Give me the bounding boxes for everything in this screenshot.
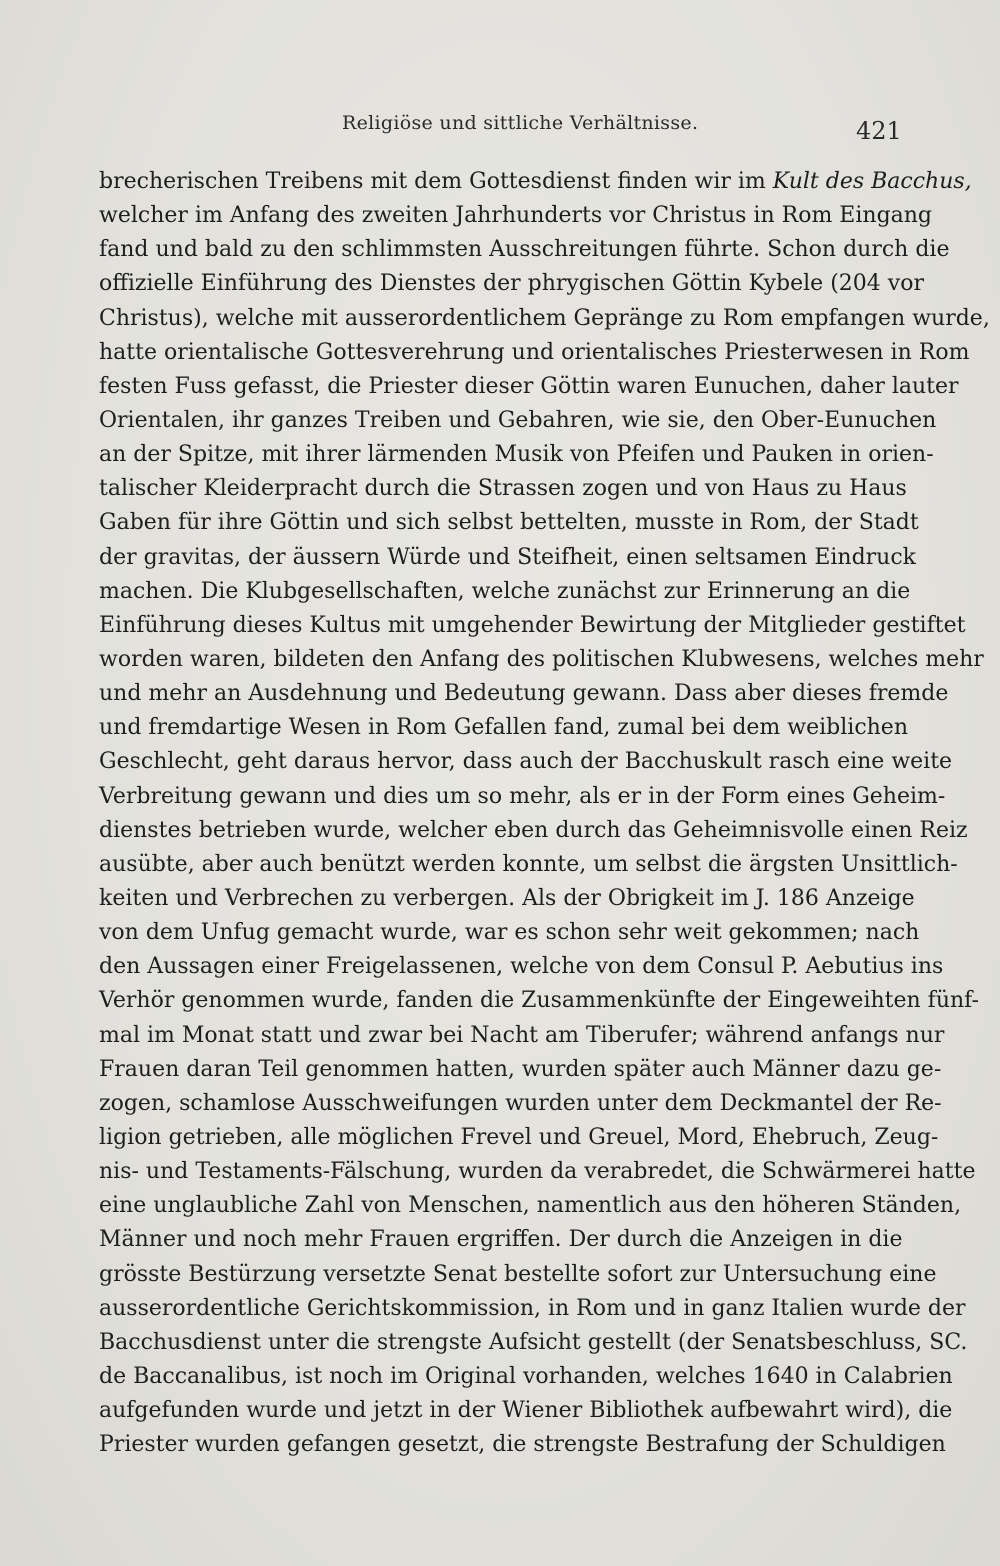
text-line: grösste Bestürzung versetzte Senat bestellte sofort zur Untersuchung eine [99,1261,937,1287]
text-line: Verhör genommen wurde, fanden die Zusammenkünfte der Eingeweihten fünf- [99,988,979,1014]
text-line: Christus), welche mit ausserordentlichem Gepränge zu Rom empfangen wurde, [99,305,990,331]
text-line: talischer Kleiderpracht durch die Strassen zogen und von Haus zu Haus [99,476,907,502]
text-line: Gaben für ihre Göttin und sich selbst bettelten, musste in Rom, der Stadt [99,510,919,536]
text-line: der gravitas, der äussern Würde und Steifheit, einen seltsamen Eindruck [99,544,917,570]
text-line: Einführung dieses Kultus mit umgehender Bewirtung der Mitglieder gestiftet [99,612,966,638]
running-head: Religiöse und sittliche Verhältnisse. [342,112,699,134]
text-line: machen. Die Klubgesellschaften, welche zunächst zur Erinnerung an die [99,578,911,604]
text-line: ausserordentliche Gerichtskommission, in Rom und in ganz Italien wurde der [99,1295,966,1321]
text-line: hatte orientalische Gottesverehrung und orientalisches Priesterwesen in Rom [99,339,970,365]
italic-term: Kult des Bacchus, [772,169,972,194]
text-line: Männer und noch mehr Frauen ergriffen. Der durch die Anzeigen in die [99,1227,903,1253]
text-line: an der Spitze, mit ihrer lärmenden Musik von Pfeifen und Pauken in orien- [99,442,934,468]
text-line: zogen, schamlose Ausschweifungen wurden unter dem Deckmantel der Re- [99,1090,942,1116]
text-line: Geschlecht, geht daraus hervor, dass auch der Bacchuskult rasch eine weite [99,749,953,775]
text-line: de Baccanalibus, ist noch im Original vorhanden, welches 1640 in Calabrien [99,1363,953,1389]
body-text [99,165,990,1462]
text-line: mal im Monat statt und zwar bei Nacht am Tiberufer; während anfangs nur [99,1022,945,1048]
text-line: fand und bald zu den schlimmsten Ausschreitungen führte. Schon durch die [99,237,950,263]
text-line: Verbreitung gewann und dies um so mehr, als er in der Form eines Geheim- [99,783,946,809]
page-number: 421 [856,117,902,145]
text-line: Orientalen, ihr ganzes Treiben und Gebahren, wie sie, den Ober-Eunuchen [99,407,937,433]
text-line: festen Fuss gefasst, die Priester dieser Göttin waren Eunuchen, daher lauter [99,373,959,399]
text-line: den Aussagen einer Freigelassenen, welche von dem Consul P. Aebutius ins [99,954,944,980]
text-line: aufgefunden wurde und jetzt in der Wiener Bibliothek aufbewahrt wird), die [99,1398,953,1424]
text-line: Bacchusdienst unter die strengste Aufsicht gestellt (der Senatsbeschluss, SC. [99,1329,968,1355]
text-line: nis- und Testaments-Fälschung, wurden da verabredet, die Schwärmerei hatte [99,1159,976,1185]
text-line: ligion getrieben, alle möglichen Frevel und Greuel, Mord, Ehebruch, Zeug- [99,1124,939,1150]
text-line: keiten und Verbrechen zu verbergen. Als der Obrigkeit im J. 186 Anzeige [99,885,915,911]
text-line: welcher im Anfang des zweiten Jahrhunderts vor Christus in Rom Eingang [99,203,933,229]
text-line: Priester wurden gefangen gesetzt, die strengste Bestrafung der Schuldigen [99,1432,946,1458]
text-run: brecherischen Treibens mit dem Gottesdienst finden wir im [99,169,773,194]
text-line: ausübte, aber auch benützt werden konnte, um selbst die ärgsten Unsittlich- [99,851,958,877]
text-line: von dem Unfug gemacht wurde, war es schon sehr weit gekommen; nach [99,920,920,946]
text-line: eine unglaubliche Zahl von Menschen, namentlich aus den höheren Ständen, [99,1193,962,1219]
text-line: offizielle Einführung des Dienstes der phrygischen Göttin Kybele (204 vor [99,271,924,297]
text-line [99,165,972,199]
text-line: dienstes betrieben wurde, welcher eben durch das Geheimnisvolle einen Reiz [99,817,968,843]
text-line: Frauen daran Teil genommen hatten, wurden später auch Männer dazu ge- [99,1056,942,1082]
text-line: und mehr an Ausdehnung und Bedeutung gewann. Dass aber dieses fremde [99,681,949,707]
text-line: und fremdartige Wesen in Rom Gefallen fand, zumal bei dem weiblichen [99,715,908,741]
text-line: worden waren, bildeten den Anfang des politischen Klubwesens, welches mehr [99,646,984,672]
